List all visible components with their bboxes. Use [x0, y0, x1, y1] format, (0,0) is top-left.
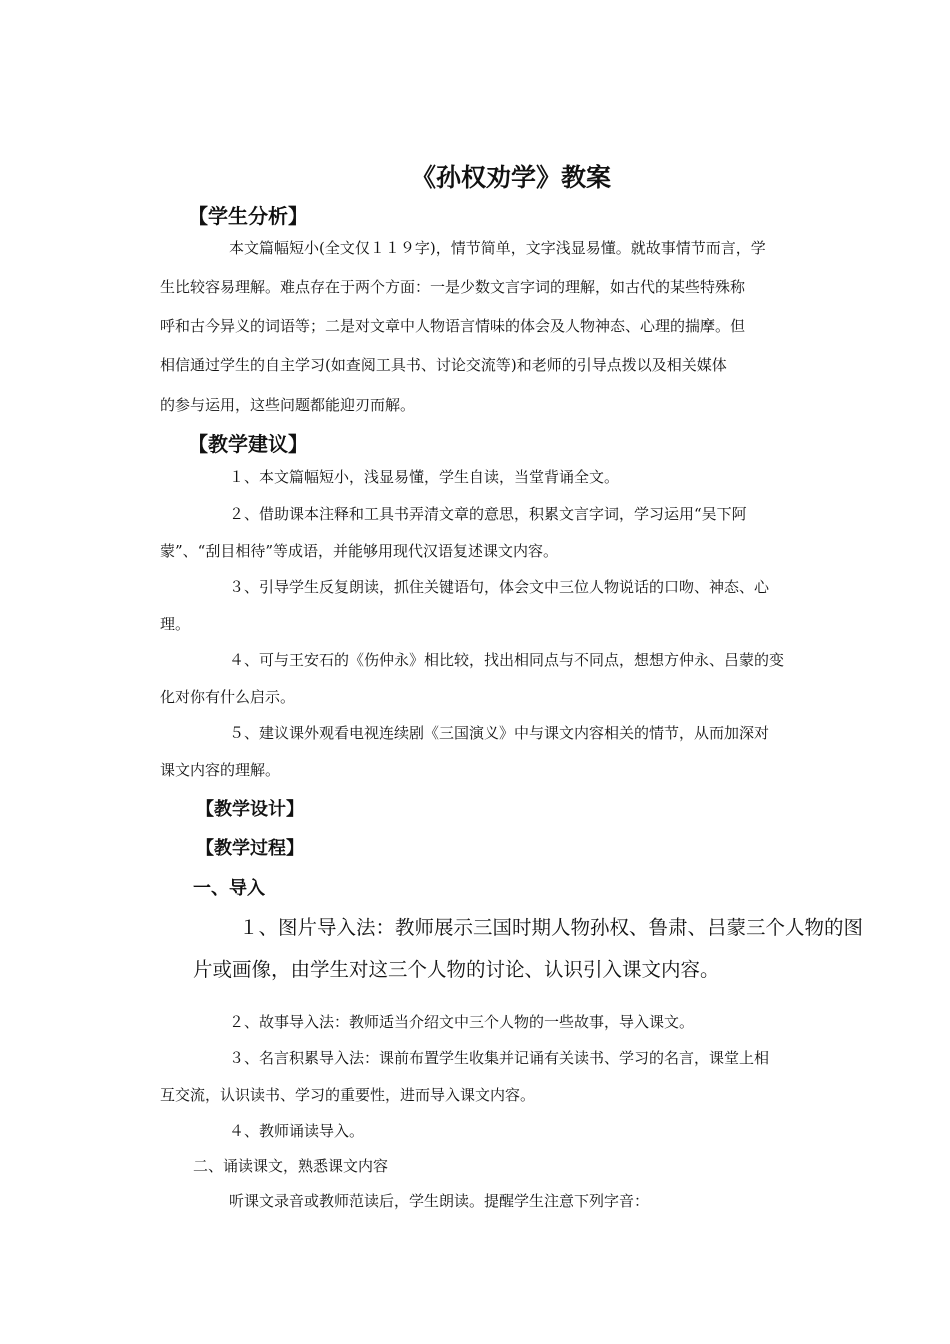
- suggestion-line: 课文内容的理解。: [160, 761, 281, 779]
- heading-student-analysis: 【学生分析】: [188, 204, 308, 228]
- intro-line: ４、教师诵读导入。: [229, 1122, 365, 1140]
- suggestion-line: ３、引导学生反复朗读，抓住关键语句，体会文中三位人物说话的口吻、神态、心: [229, 578, 770, 596]
- heading-intro: 一、导入: [193, 878, 265, 899]
- analysis-line: 相信通过学生的自主学习(如查阅工具书、讨论交流等)和老师的引导点拨以及相关媒体: [160, 356, 727, 374]
- section-two-line: 听课文录音或教师范读后，学生朗读。提醒学生注意下列字音：: [229, 1192, 650, 1210]
- analysis-line: 呼和古今异义的词语等；二是对文章中人物语言情味的体会及人物神态、心理的揣摩。但: [160, 317, 746, 335]
- suggestion-line: 化对你有什么启示。: [160, 688, 296, 706]
- section-two-heading: 二、诵读课文，熟悉课文内容: [193, 1157, 389, 1175]
- intro-big-line: 片或画像，由学生对这三个人物的讨论、认识引入课文内容。: [193, 958, 720, 981]
- analysis-line: 的参与运用，这些问题都能迎刃而解。: [160, 396, 416, 414]
- document-title: 《孙权劝学》教案: [411, 163, 612, 192]
- intro-big-line: １、图片导入法：教师展示三国时期人物孙权、鲁肃、吕蒙三个人物的图: [239, 916, 864, 939]
- suggestion-line: 蒙”、“刮目相待”等成语，并能够用现代汉语复述课文内容。: [160, 542, 559, 560]
- heading-teaching-process: 【教学过程】: [196, 838, 304, 859]
- heading-teaching-design: 【教学设计】: [196, 799, 304, 820]
- intro-line: ２、故事导入法：教师适当介绍文中三个人物的一些故事，导入课文。: [229, 1013, 695, 1031]
- suggestion-line: ２、借助课本注释和工具书弄清文章的意思，积累文言字词，学习运用“吴下阿: [229, 505, 747, 523]
- suggestion-line: 理。: [160, 615, 191, 633]
- suggestion-line: ５、建议课外观看电视连续剧《三国演义》中与课文内容相关的情节，从而加深对: [229, 724, 770, 742]
- intro-line: 互交流，认识读书、学习的重要性，进而导入课文内容。: [160, 1086, 536, 1104]
- suggestion-line: １、本文篇幅短小，浅显易懂，学生自读，当堂背诵全文。: [229, 468, 620, 486]
- analysis-line: 本文篇幅短小(全文仅１１９字)，情节简单，文字浅显易懂。就故事情节而言，学: [229, 239, 766, 257]
- intro-line: ３、名言积累导入法：课前布置学生收集并记诵有关读书、学习的名言，课堂上相: [229, 1049, 770, 1067]
- suggestion-line: ４、可与王安石的《伤仲永》相比较，找出相同点与不同点，想想方仲永、吕蒙的变: [229, 651, 785, 669]
- analysis-line: 生比较容易理解。难点存在于两个方面：一是少数文言字词的理解，如古代的某些特殊称: [160, 278, 746, 296]
- heading-teaching-suggestion: 【教学建议】: [188, 432, 308, 456]
